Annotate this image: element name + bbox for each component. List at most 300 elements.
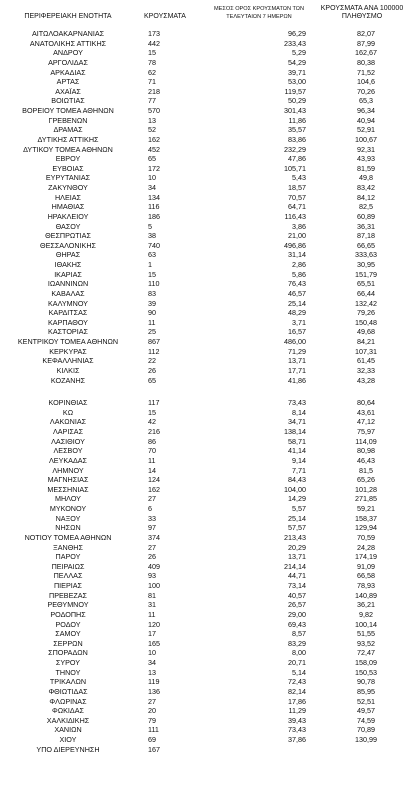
- cases-cell: 31: [148, 600, 156, 610]
- avg7-cell: 71,29: [288, 346, 306, 356]
- region-cell: ΞΑΝΘΗΣ: [53, 542, 83, 552]
- per100k-cell: 174,19: [355, 552, 377, 562]
- avg7-cell: 138,14: [284, 427, 306, 436]
- cases-cell: 6: [148, 504, 152, 513]
- avg7-cell: 76,43: [288, 279, 306, 289]
- per100k-cell: 52,91: [357, 125, 375, 135]
- cases-cell: 27: [148, 542, 156, 552]
- cases-cell: 65: [148, 154, 156, 164]
- table-row: [0, 48, 411, 58]
- table-row: [0, 356, 411, 366]
- table-row: [0, 260, 411, 270]
- avg7-cell: 39,43: [288, 715, 306, 725]
- region-cell: ΝΟΤΙΟΥ ΤΟΜΕΑ ΑΘΗΝΩΝ: [24, 532, 112, 542]
- region-cell: ΑΡΤΑΣ: [56, 77, 80, 87]
- table-row: [0, 716, 411, 726]
- table-row: [0, 231, 411, 241]
- table-row: [0, 552, 411, 562]
- per100k-cell: 47,12: [357, 417, 375, 427]
- cases-cell: 69: [148, 735, 156, 744]
- table-row: [0, 543, 411, 553]
- avg7-cell: 53,00: [288, 77, 306, 87]
- per100k-cell: 9,82: [359, 609, 373, 619]
- per100k-cell: 114,09: [355, 436, 377, 446]
- region-cell: ΘΗΡΑΣ: [55, 250, 81, 260]
- avg7-cell: 233,43: [284, 38, 306, 48]
- per100k-cell: 66,44: [357, 288, 375, 298]
- region-cell: ΠΡΕΒΕΖΑΣ: [49, 590, 87, 600]
- avg7-cell: 5,29: [292, 48, 306, 58]
- per100k-cell: 100,67: [355, 134, 377, 144]
- avg7-cell: 116,43: [284, 211, 306, 221]
- cases-cell: 165: [148, 638, 160, 648]
- region-cell: ΔΥΤΙΚΟΥ ΤΟΜΕΑ ΑΘΗΝΩΝ: [23, 144, 113, 154]
- region-cell: ΚΕΝΤΡΙΚΟΥ ΤΟΜΕΑ ΑΘΗΝΩΝ: [17, 337, 119, 346]
- table-row: [0, 706, 411, 716]
- cases-cell: 5: [148, 221, 152, 231]
- header-avg7: ΜΕΣΟΣ ΟΡΟΣ ΚΡΟΥΣΜΑΤΩΝ ΤΩΝ ΤΕΛΕΥΤΑΙΩΝ 7 ΗΜΕΡΩΝ: [214, 6, 304, 20]
- per100k-cell: 104,6: [357, 77, 375, 87]
- cases-cell: 162: [148, 484, 160, 494]
- cases-cell: 34: [148, 658, 156, 667]
- table-row: [0, 289, 411, 299]
- cases-cell: 452: [148, 144, 160, 154]
- table-row: [0, 581, 411, 591]
- avg7-cell: 5,86: [292, 269, 306, 279]
- region-cell: ΧΑΛΚΙΔΙΚΗΣ: [46, 715, 90, 725]
- table-row: [0, 591, 411, 601]
- region-cell: ΚΩ: [62, 407, 74, 417]
- region-cell: ΚΕΡΚΥΡΑΣ: [49, 346, 87, 356]
- cases-cell: 78: [148, 57, 156, 67]
- per100k-cell: 52,51: [357, 696, 375, 706]
- per100k-cell: 158,37: [355, 513, 377, 523]
- cases-cell: 27: [148, 696, 156, 706]
- region-cell: ΤΗΝΟΥ: [55, 667, 81, 677]
- cases-cell: 10: [148, 648, 156, 658]
- per100k-cell: 91,09: [357, 561, 375, 571]
- cases-cell: 162: [148, 134, 160, 144]
- avg7-cell: 18,57: [288, 183, 306, 192]
- region-cell: ΔΡΑΜΑΣ: [53, 125, 83, 135]
- avg7-cell: 232,29: [284, 144, 306, 154]
- avg7-cell: 17,71: [288, 365, 306, 375]
- per100k-cell: 70,26: [357, 86, 375, 96]
- avg7-cell: 13,71: [288, 356, 306, 366]
- table-row: [0, 145, 411, 155]
- region-cell: ΧΙΟΥ: [59, 735, 77, 744]
- table-row: [0, 347, 411, 357]
- table-row: [0, 523, 411, 533]
- region-cell: ΘΕΣΣΑΛΟΝΙΚΗΣ: [40, 240, 96, 250]
- per100k-cell: 30,95: [357, 260, 375, 269]
- header-region: ΠΕΡΙΦΕΡΕΙΑΚΗ ΕΝΟΤΗΤΑ: [24, 13, 112, 20]
- per100k-cell: 49,57: [357, 706, 375, 716]
- avg7-cell: 213,43: [284, 532, 306, 542]
- per100k-cell: 271,85: [355, 494, 377, 504]
- per100k-cell: 80,98: [357, 446, 375, 456]
- cases-cell: 26: [148, 365, 156, 375]
- avg7-cell: 25,14: [288, 513, 306, 523]
- avg7-cell: 46,57: [288, 288, 306, 298]
- table-row: [0, 241, 411, 251]
- region-cell: ΒΟΙΩΤΙΑΣ: [51, 96, 85, 106]
- table-row: [0, 697, 411, 707]
- table-row: [0, 668, 411, 678]
- per100k-cell: 49,8: [359, 173, 373, 183]
- per100k-cell: 130,99: [355, 735, 377, 744]
- cases-cell: 38: [148, 231, 156, 241]
- avg7-cell: 5,57: [292, 504, 306, 513]
- avg7-cell: 20,29: [288, 542, 306, 552]
- avg7-cell: 54,29: [288, 57, 306, 67]
- region-cell: ΧΑΝΙΩΝ: [54, 725, 82, 735]
- table-row: [0, 308, 411, 318]
- table-row: [0, 250, 411, 260]
- cases-cell: 22: [148, 356, 156, 366]
- avg7-cell: 73,43: [288, 725, 306, 735]
- cases-cell: 409: [148, 561, 160, 571]
- cases-cell: 81: [148, 590, 156, 600]
- region-cell: ΑΝΑΤΟΛΙΚΗΣ ΑΤΤΙΚΗΣ: [29, 38, 107, 48]
- table-row: [0, 456, 411, 466]
- per100k-cell: 71,52: [357, 67, 375, 77]
- table-row: [0, 533, 411, 543]
- per100k-cell: 333,63: [355, 250, 377, 260]
- per100k-cell: 65,3: [359, 96, 373, 106]
- per100k-cell: 81,5: [359, 465, 373, 475]
- header-per100k: ΚΡΟΥΣΜΑΤΑ ΑΝΑ 100000 ΠΛΗΘΥΣΜΟ: [320, 5, 404, 20]
- region-cell: ΤΡΙΚΑΛΩΝ: [49, 677, 87, 687]
- table-row: [0, 212, 411, 222]
- cases-cell: 111: [148, 725, 159, 735]
- avg7-cell: 47,86: [288, 154, 306, 164]
- per100k-cell: 85,95: [357, 686, 375, 696]
- per100k-cell: 40,94: [357, 115, 375, 125]
- table-row: [0, 466, 411, 476]
- region-cell: ΣΥΡΟΥ: [55, 658, 81, 667]
- cases-cell: 1: [148, 260, 152, 269]
- avg7-cell: 41,86: [288, 375, 306, 385]
- avg7-cell: 20,71: [288, 658, 306, 667]
- region-cell: ΜΥΚΟΝΟΥ: [49, 504, 87, 513]
- per100k-cell: 66,58: [357, 571, 375, 581]
- cases-cell: 11: [148, 455, 156, 465]
- table-row: [0, 125, 411, 135]
- cases-cell: 15: [148, 269, 156, 279]
- cases-cell: 93: [148, 571, 156, 581]
- per100k-cell: 87,99: [357, 38, 375, 48]
- table-row: [0, 658, 411, 668]
- region-cell: ΦΘΙΩΤΙΔΑΣ: [48, 686, 88, 696]
- table-row: [0, 562, 411, 572]
- cases-cell: 10: [148, 173, 156, 183]
- avg7-cell: 13,71: [288, 552, 306, 562]
- avg7-cell: 31,14: [288, 250, 306, 260]
- avg7-cell: 40,57: [288, 590, 306, 600]
- avg7-cell: 2,86: [292, 260, 306, 269]
- per100k-cell: 72,47: [357, 648, 375, 658]
- region-cell: ΙΚΑΡΙΑΣ: [54, 269, 82, 279]
- per100k-cell: 70,89: [357, 725, 375, 735]
- region-cell: ΣΑΜΟΥ: [55, 629, 81, 639]
- region-cell: ΓΡΕΒΕΝΩΝ: [48, 115, 88, 125]
- avg7-cell: 9,14: [292, 455, 306, 465]
- table-row: [0, 398, 411, 408]
- region-cell: ΚΑΒΑΛΑΣ: [51, 288, 85, 298]
- table-row: [0, 106, 411, 116]
- table-row: [0, 299, 411, 309]
- avg7-cell: 21,00: [288, 231, 306, 241]
- avg7-cell: 39,71: [288, 67, 306, 77]
- cases-cell: 15: [148, 407, 156, 417]
- table-row: [0, 494, 411, 504]
- per100k-cell: 129,94: [355, 523, 377, 533]
- per100k-cell: 36,31: [357, 221, 375, 231]
- region-cell: ΑΝΔΡΟΥ: [53, 48, 83, 58]
- per100k-cell: 49,68: [357, 327, 375, 337]
- region-cell: ΠΑΡΟΥ: [55, 552, 81, 562]
- per100k-cell: 82,5: [359, 202, 373, 212]
- region-cell: ΛΑΡΙΣΑΣ: [52, 427, 84, 436]
- avg7-cell: 5,14: [292, 667, 306, 677]
- cases-cell: 134: [148, 192, 160, 202]
- table-row: [0, 475, 411, 485]
- avg7-cell: 496,86: [284, 240, 306, 250]
- region-cell: ΚΑΡΔΙΤΣΑΣ: [48, 308, 88, 318]
- cases-cell: 97: [148, 523, 156, 533]
- per100k-cell: 51,55: [357, 629, 375, 639]
- cases-cell: 11: [148, 317, 156, 327]
- avg7-cell: 84,43: [288, 475, 306, 485]
- cases-cell: 120: [148, 619, 160, 629]
- table-row: [0, 735, 411, 745]
- cases-cell: 740: [148, 240, 160, 250]
- per100k-cell: 84,21: [357, 337, 375, 346]
- cases-cell: 79: [148, 715, 156, 725]
- region-cell: ΛΗΜΝΟΥ: [52, 465, 84, 475]
- per100k-cell: 92,31: [357, 144, 375, 154]
- per100k-cell: 61,45: [357, 356, 375, 366]
- table-row: [0, 677, 411, 687]
- cases-cell: 570: [148, 106, 160, 115]
- region-cell: ΒΟΡΕΙΟΥ ΤΟΜΕΑ ΑΘΗΝΩΝ: [22, 106, 114, 115]
- per100k-cell: 36,21: [357, 600, 375, 610]
- table-row: [0, 725, 411, 735]
- region-cell: ΚΑΡΠΑΘΟΥ: [48, 317, 88, 327]
- avg7-cell: 301,43: [284, 106, 306, 115]
- per100k-cell: 150,53: [355, 667, 377, 677]
- region-cell: ΘΑΣΟΥ: [55, 221, 81, 231]
- region-cell: ΜΗΛΟΥ: [55, 494, 81, 504]
- cases-cell: 173: [148, 29, 160, 38]
- cases-cell: 26: [148, 552, 156, 562]
- region-cell: ΙΘΑΚΗΣ: [54, 260, 82, 269]
- avg7-cell: 69,43: [288, 619, 306, 629]
- table-row: [0, 327, 411, 337]
- region-cell: ΑΙΤΩΛΟΑΚΑΡΝΑΝΙΑΣ: [31, 29, 105, 38]
- table-row: [0, 504, 411, 514]
- table-row: [0, 270, 411, 280]
- avg7-cell: 48,29: [288, 308, 306, 318]
- cases-cell: 13: [148, 115, 156, 125]
- cases-cell: 218: [148, 86, 160, 96]
- cases-cell: 112: [148, 346, 160, 356]
- table-row: [0, 745, 411, 755]
- per100k-cell: 84,12: [357, 192, 375, 202]
- avg7-cell: 8,57: [292, 629, 306, 639]
- cases-cell: 17: [148, 629, 156, 639]
- avg7-cell: 34,71: [288, 417, 306, 427]
- avg7-cell: 57,57: [288, 523, 306, 533]
- per100k-cell: 43,28: [357, 375, 375, 385]
- avg7-cell: 44,71: [288, 571, 306, 581]
- region-cell: ΑΧΑΪΑΣ: [55, 86, 81, 96]
- per100k-cell: 60,89: [357, 211, 375, 221]
- table-header: [0, 4, 411, 28]
- region-cell: ΛΕΣΒΟΥ: [53, 446, 83, 456]
- table-row: [0, 629, 411, 639]
- region-cell: ΝΗΣΩΝ: [55, 523, 81, 533]
- table-row: [0, 116, 411, 126]
- region-cell: ΔΥΤΙΚΗΣ ΑΤΤΙΚΗΣ: [37, 134, 99, 144]
- region-cell: ΙΩΑΝΝΙΝΩΝ: [47, 279, 89, 289]
- cases-cell: 70: [148, 446, 156, 456]
- per100k-cell: 90,78: [357, 677, 375, 687]
- region-cell: ΦΛΩΡΙΝΑΣ: [49, 696, 87, 706]
- avg7-cell: 73,14: [288, 581, 306, 590]
- avg7-cell: 104,00: [284, 484, 306, 494]
- per100k-cell: 59,21: [357, 504, 375, 513]
- table-row: [0, 222, 411, 232]
- cases-cell: 52: [148, 125, 156, 135]
- per100k-cell: 93,52: [357, 638, 375, 648]
- table-row: [0, 485, 411, 495]
- cases-cell: 83: [148, 288, 156, 298]
- cases-cell: 20: [148, 706, 156, 716]
- per100k-cell: 66,65: [357, 240, 375, 250]
- table-row: [0, 610, 411, 620]
- cases-cell: 42: [148, 417, 156, 427]
- cases-cell: 65: [148, 375, 156, 385]
- per100k-cell: 70,59: [357, 532, 375, 542]
- cases-cell: 117: [148, 398, 160, 408]
- region-cell: ΗΛΕΙΑΣ: [54, 192, 82, 202]
- table-row: [0, 183, 411, 193]
- avg7-cell: 8,14: [292, 407, 306, 417]
- region-cell: ΣΠΟΡΑΔΩΝ: [48, 648, 88, 658]
- cases-cell: 77: [148, 96, 156, 106]
- region-cell: ΡΟΔΟΠΗΣ: [50, 609, 86, 619]
- per100k-cell: 46,43: [357, 455, 375, 465]
- per100k-cell: 81,59: [357, 163, 375, 173]
- table-row: [0, 687, 411, 697]
- table-row: [0, 620, 411, 630]
- table-row: [0, 366, 411, 376]
- cases-cell: 136: [148, 686, 160, 696]
- region-cell: ΥΠΟ ΔΙΕΡΕΥΝΗΣΗ: [36, 744, 100, 754]
- avg7-cell: 17,86: [288, 696, 306, 706]
- table-row: [0, 337, 411, 347]
- table-row: [0, 164, 411, 174]
- per100k-cell: 65,51: [357, 279, 375, 289]
- cases-cell: 374: [148, 532, 160, 542]
- region-cell: ΦΩΚΙΔΑΣ: [52, 706, 84, 716]
- avg7-cell: 37,86: [288, 735, 306, 744]
- region-cell: ΠΕΙΡΑΙΩΣ: [51, 561, 85, 571]
- avg7-cell: 50,29: [288, 96, 306, 106]
- table-row: [0, 318, 411, 328]
- table-row: [0, 154, 411, 164]
- cases-cell: 90: [148, 308, 156, 318]
- per100k-cell: 78,93: [357, 581, 375, 590]
- table-row: [0, 437, 411, 447]
- per100k-cell: 24,28: [357, 542, 375, 552]
- avg7-cell: 8,00: [292, 648, 306, 658]
- region-cell: ΚΑΣΤΟΡΙΑΣ: [48, 327, 88, 337]
- per100k-cell: 96,34: [357, 106, 375, 115]
- avg7-cell: 72,43: [288, 677, 306, 687]
- region-cell: ΚΟΡΙΝΘΙΑΣ: [48, 398, 88, 408]
- region-cell: ΡΟΔΟΥ: [55, 619, 81, 629]
- cases-cell: 15: [148, 48, 156, 58]
- per100k-cell: 65,26: [357, 475, 375, 485]
- per100k-cell: 107,31: [355, 346, 377, 356]
- table-row: [0, 29, 411, 39]
- table-body: [0, 29, 411, 754]
- region-cell: ΠΙΕΡΙΑΣ: [53, 581, 82, 590]
- per100k-cell: 79,26: [357, 308, 375, 318]
- avg7-cell: 83,86: [288, 134, 306, 144]
- table-row: [0, 173, 411, 183]
- table-row: [0, 87, 411, 97]
- avg7-cell: 73,43: [288, 398, 306, 408]
- region-cell: ΑΡΚΑΔΙΑΣ: [50, 67, 86, 77]
- per100k-cell: 150,48: [355, 317, 377, 327]
- region-cell: ΛΑΣΙΘΙΟΥ: [51, 436, 85, 446]
- avg7-cell: 11,29: [288, 706, 306, 716]
- region-cell: ΘΕΣΠΡΩΤΙΑΣ: [45, 231, 91, 241]
- region-cell: ΕΒΡΟΥ: [55, 154, 81, 164]
- region-cell: ΡΕΘΥΜΝΟΥ: [47, 600, 89, 610]
- cases-cell: 442: [148, 38, 160, 48]
- cases-cell: 119: [148, 677, 160, 687]
- avg7-cell: 64,71: [288, 202, 306, 212]
- table-row: [0, 193, 411, 203]
- table-row: [0, 446, 411, 456]
- avg7-cell: 3,71: [292, 317, 306, 327]
- avg7-cell: 11,86: [288, 115, 306, 125]
- per100k-cell: 43,61: [357, 407, 375, 417]
- avg7-cell: 58,71: [288, 436, 306, 446]
- per100k-cell: 87,18: [357, 231, 375, 241]
- avg7-cell: 96,29: [288, 29, 306, 38]
- avg7-cell: 16,57: [288, 327, 306, 337]
- table-row: [0, 68, 411, 78]
- cases-cell: 167: [148, 744, 160, 754]
- table-row: [0, 135, 411, 145]
- cases-cell: 110: [148, 279, 160, 289]
- region-cell: ΛΑΚΩΝΙΑΣ: [49, 417, 87, 427]
- avg7-cell: 83,29: [288, 638, 306, 648]
- avg7-cell: 26,57: [288, 600, 306, 610]
- region-cell: ΣΕΡΡΩΝ: [53, 638, 83, 648]
- cases-cell: 216: [148, 427, 160, 436]
- cases-cell: 100: [148, 581, 160, 590]
- cases-cell: 34: [148, 183, 156, 192]
- per100k-cell: 162,67: [355, 48, 377, 58]
- per100k-cell: 82,07: [357, 29, 375, 38]
